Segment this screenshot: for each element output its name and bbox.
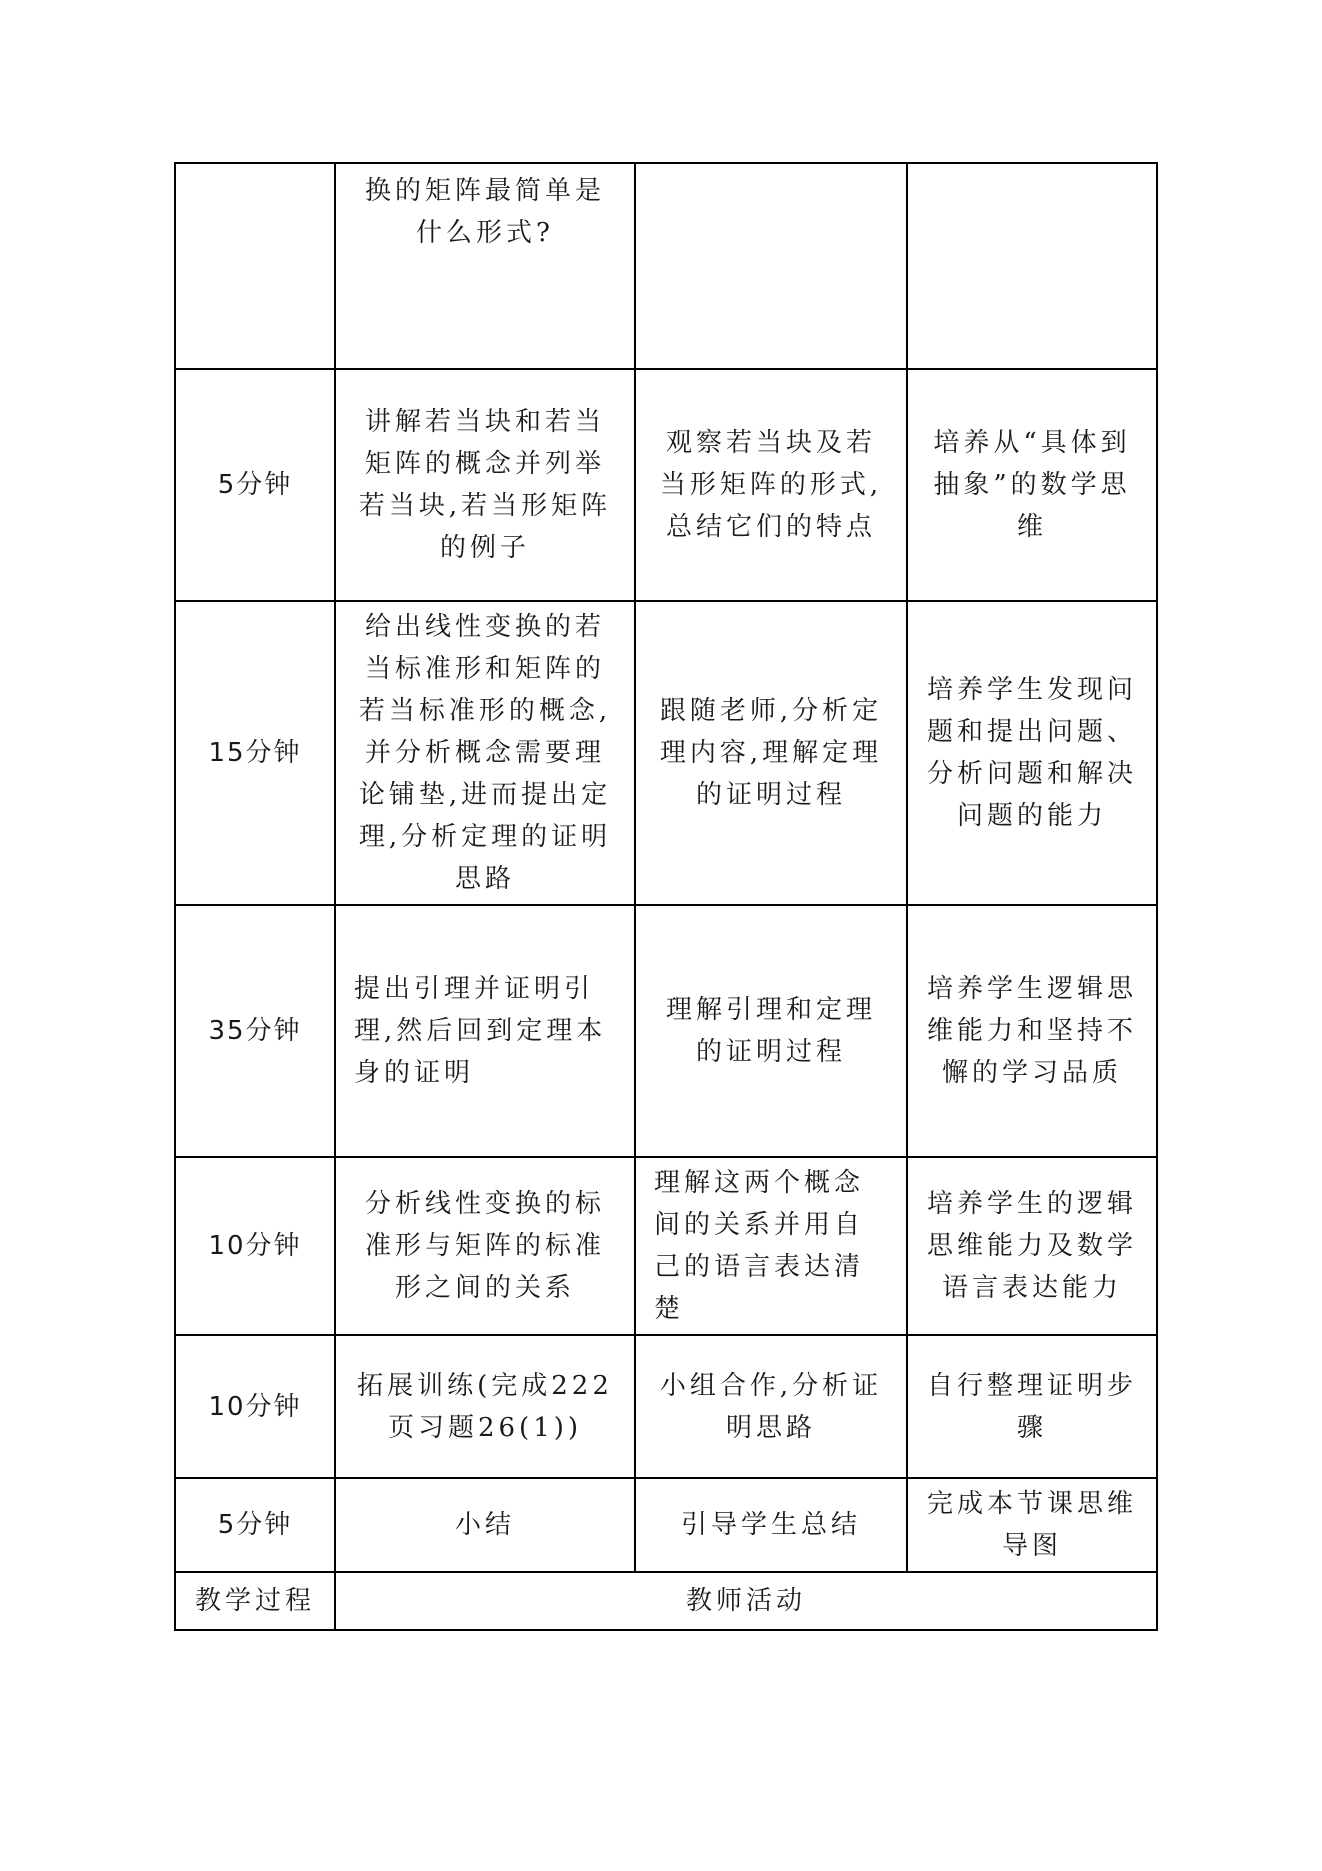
- design-intent-cell: 完成本节课思维导图: [907, 1478, 1157, 1572]
- time-cell: 35分钟: [175, 905, 335, 1157]
- teacher-activity-cell: 拓展训练(完成222页习题26(1)): [335, 1335, 635, 1478]
- table-row: [175, 163, 1157, 369]
- student-activity-cell: 观察若当块及若当形矩阵的形式,总结它们的特点: [635, 369, 907, 601]
- table-row: [175, 1335, 1157, 1478]
- design-intent-cell: [907, 163, 1157, 369]
- time-cell: 5分钟: [175, 369, 335, 601]
- student-activity-cell: 跟随老师,分析定理内容,理解定理的证明过程: [635, 601, 907, 905]
- time-cell: 10分钟: [175, 1335, 335, 1478]
- footer-value-cell: 教师活动: [335, 1572, 1157, 1630]
- lesson-plan-table: [174, 162, 1158, 1631]
- student-activity-cell: 理解引理和定理的证明过程: [635, 905, 907, 1157]
- table-row: [175, 1157, 1157, 1335]
- teacher-activity-cell: 小结: [335, 1478, 635, 1572]
- student-activity-cell: 引导学生总结: [635, 1478, 907, 1572]
- table-row: [175, 1478, 1157, 1572]
- time-cell: 5分钟: [175, 1478, 335, 1572]
- table-row: [175, 601, 1157, 905]
- time-cell: [175, 163, 335, 369]
- table-row: [175, 369, 1157, 601]
- design-intent-cell: 培养学生发现问题和提出问题、分析问题和解决问题的能力: [907, 601, 1157, 905]
- design-intent-cell: 培养从“具体到抽象”的数学思维: [907, 369, 1157, 601]
- student-activity-cell: 小组合作,分析证明思路: [635, 1335, 907, 1478]
- table-row: [175, 905, 1157, 1157]
- teacher-activity-cell: 换的矩阵最简单是什么形式?: [335, 163, 635, 369]
- table-row: [175, 1572, 1157, 1630]
- time-cell: 10分钟: [175, 1157, 335, 1335]
- teacher-activity-cell: 讲解若当块和若当矩阵的概念并列举若当块,若当形矩阵的例子: [335, 369, 635, 601]
- time-cell: 15分钟: [175, 601, 335, 905]
- teacher-activity-cell: 分析线性变换的标准形与矩阵的标准形之间的关系: [335, 1157, 635, 1335]
- student-activity-cell: 理解这两个概念间的关系并用自己的语言表达清楚: [635, 1157, 907, 1335]
- teacher-activity-cell: 给出线性变换的若当标准形和矩阵的若当标准形的概念,并分析概念需要理论铺垫,进而提出定理,分析定理的证明思路: [335, 601, 635, 905]
- design-intent-cell: 培养学生逻辑思维能力和坚持不懈的学习品质: [907, 905, 1157, 1157]
- teacher-activity-cell: 提出引理并证明引理,然后回到定理本身的证明: [335, 905, 635, 1157]
- footer-label-cell: 教学过程: [175, 1572, 335, 1630]
- student-activity-cell: [635, 163, 907, 369]
- design-intent-cell: 自行整理证明步骤: [907, 1335, 1157, 1478]
- design-intent-cell: 培养学生的逻辑思维能力及数学语言表达能力: [907, 1157, 1157, 1335]
